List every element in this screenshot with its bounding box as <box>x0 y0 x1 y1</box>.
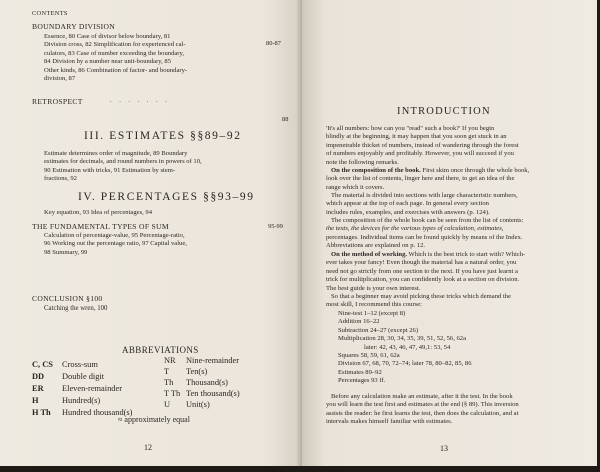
paragraph-lead: On the method of working. <box>331 251 408 258</box>
course-item: later: 42, 43, 46, 47, 49,1: 53, 54 <box>364 343 451 351</box>
text-line: which appear at the top of each page. In general every section <box>326 200 489 208</box>
text-span: Which is the best trick to start with? Which- <box>407 251 526 258</box>
abbreviation-meaning: Unit(s) <box>186 400 210 409</box>
text-line: 'It's all numbers: how can you "read" such a book?' If you begin <box>326 125 495 132</box>
abbreviation-meaning: Cross-sum <box>62 360 98 369</box>
conclusion-entry: Catching the wren, 100 <box>44 305 108 312</box>
recommended-course-list <box>338 310 472 386</box>
abbreviation-meaning: Eleven-remainder <box>62 384 122 393</box>
approx-equal-note: ≈ approximately equal <box>118 415 190 424</box>
text-line: The best guide is your own interest. <box>326 284 421 292</box>
text-line: percentages. Individual items can be found quickly by means of the Index. <box>326 233 523 241</box>
text-line: The material is divided into sections with large characteristic numbers, <box>331 192 518 199</box>
text-line: most skill, I recommend this course: <box>326 301 422 309</box>
abbreviation-meaning: Ten thousand(s) <box>186 389 240 398</box>
paragraph-estimate <box>326 393 519 427</box>
page-number: 12 <box>144 443 152 452</box>
course-item: Squares 58, 59, 61, 62a <box>338 352 400 360</box>
text-line: includes rules, examples, and exercises with answers (p. 124). <box>326 208 490 216</box>
toc-line: 98 Summary, 99 <box>44 248 88 256</box>
paragraph-sections <box>326 192 518 217</box>
retrospect-title: RETROSPECT <box>32 97 83 106</box>
page-number: 13 <box>440 444 448 453</box>
estimates-entries <box>44 150 202 184</box>
abbreviation-code: T <box>164 367 170 376</box>
abbreviation-code: C, CS <box>32 360 53 369</box>
toc-line: Calculation of percentage-value, 95 Percentage-ratio, <box>44 232 185 239</box>
toc-line: Estimate determines order of magnitude, 89 Boundary <box>44 150 188 157</box>
toc-line: estimates for decimals, and round numbers in powers of 10, <box>44 158 202 166</box>
text-line: you will learn the test first and estimates at the end (§ 89). This inversion <box>326 401 519 409</box>
percentages-entries <box>44 209 152 217</box>
paragraph-lead: On the composition of the book. <box>331 167 421 174</box>
abbreviations-heading: ABBREVIATIONS <box>122 345 199 355</box>
abbreviation-meaning: Thousand(s) <box>186 378 228 387</box>
text-line: impenetrable thicket of numbers, instead of wandering through the forest <box>326 141 519 149</box>
abbreviation-meaning: Ten(s) <box>186 367 208 376</box>
types-of-sum-entries <box>44 232 187 257</box>
toc-line: 84 Division by a number near unit-boundary, 85 <box>44 58 172 66</box>
toc-line: Division cross, 82 Simplification for experienced cal- <box>44 41 186 49</box>
text-line <box>326 167 529 175</box>
text-line: Abbreviations are explained on p. 12. <box>326 242 426 250</box>
right-page <box>302 0 597 466</box>
paragraph-course <box>326 293 511 310</box>
course-item: Nine-test 1–12 (except 8) <box>338 310 406 317</box>
course-item: Percentages 93 ff. <box>338 377 386 385</box>
boundary-division-title: BOUNDARY DIVISION <box>32 22 116 31</box>
text-line: blindly at the beginning, it may happen that you soon get stuck in an <box>326 133 507 141</box>
text-line: So that a beginner may avoid picking these tricks which demand the <box>331 293 511 300</box>
types-of-sum-pages: 95-99 <box>268 223 283 230</box>
abbreviation-code: DD <box>32 372 45 381</box>
toc-line: Other kinds, 86 Combination of factor- and boundary- <box>44 66 188 74</box>
text-line: Before any calculation make an estimate, after it the test. In the book <box>331 393 513 400</box>
text-line: The composition of the whole book can be seen from the list of contents: <box>331 217 524 224</box>
paragraph-contents <box>326 217 523 251</box>
abbreviation-meaning: Hundred thousand(s) <box>62 408 133 417</box>
toc-line: division, 87 <box>44 75 76 83</box>
text-line: of numbers enjoyably and profitably. However, you will succeed if you <box>326 150 514 158</box>
text-line: ever takes your fancy! Even though the material has a natural order, you <box>326 259 517 267</box>
abbreviation-code: NR <box>164 356 176 365</box>
course-item: Multiplication 28, 30, 34, 35, 39, 51, 52, 56, 62a <box>338 335 467 343</box>
toc-line: Key equation, 93 Idea of percentages, 94 <box>44 209 153 216</box>
toc-line: 90 Estimation with tricks, 91 Estimation by stem- <box>44 166 176 174</box>
paragraph-intro <box>326 125 519 167</box>
text-line: assists the reader: he first learns the test, then does the calculation, and at <box>326 409 519 417</box>
text-span: First skim once through the whole book, <box>420 167 530 174</box>
course-item: Division 67, 68, 70, 72–74; later 78, 80–82, 85, 86 <box>338 360 472 368</box>
text-line: intervals makes himself familiar with estimates. <box>326 418 453 426</box>
abbreviation-meaning: Double digit <box>62 372 105 381</box>
course-item: Addition 16–22 <box>338 318 380 326</box>
text-line: range which it covers. <box>326 183 385 191</box>
text-line: trick for multiplication, you can confidently look at a section on division. <box>326 276 520 284</box>
text-line: note the following remarks. <box>326 158 399 166</box>
abbreviation-meaning: Hundred(s) <box>62 396 101 405</box>
course-item: Estimates 89–92 <box>338 368 382 376</box>
abbreviation-meaning: Nine-remainder <box>186 356 240 365</box>
abbreviation-code: H Th <box>32 408 51 417</box>
retrospect-page: 88 <box>282 116 289 123</box>
paragraph-composition <box>326 167 529 192</box>
percentages-heading: IV. PERCENTAGES §§93–99 <box>78 191 255 203</box>
leader-dots: . . . . . . . <box>110 97 170 104</box>
text-line: need not go strictly from one section to the next. If you have just learnt a <box>326 267 518 275</box>
toc-line: fractions, 92 <box>44 175 77 183</box>
abbreviation-code: U <box>164 400 171 409</box>
toc-line: culators, 83 Case of number exceeding the boundary, <box>44 49 185 57</box>
running-head: CONTENTS <box>32 10 68 17</box>
abbreviation-code: T Th <box>164 389 181 398</box>
chapter-title: INTRODUCTION <box>397 106 491 117</box>
estimates-heading: III. ESTIMATES §§89–92 <box>84 130 242 142</box>
text-line: look over the list of contents, linger here and there, to get an idea of the <box>326 175 515 183</box>
boundary-division-pages: 80-87 <box>266 40 281 47</box>
types-of-sum-title: THE FUNDAMENTAL TYPES OF SUM <box>32 222 169 231</box>
abbreviation-code: Th <box>164 378 174 387</box>
left-page <box>0 0 302 466</box>
text-line <box>326 251 525 259</box>
text-line: the texts, the devices for the various types of calculation, estimates, <box>326 225 504 233</box>
course-item: Subtraction 24–27 (except 26) <box>338 326 419 334</box>
boundary-division-entries <box>44 33 187 83</box>
toc-line: 96 Working out the percentage ratio, 97 Capital value, <box>44 240 187 248</box>
toc-line: Essence, 80 Case of divisor below boundary, 81 <box>44 33 171 40</box>
abbreviation-code: ER <box>32 384 44 393</box>
abbreviation-code: H <box>32 396 39 405</box>
paragraph-method <box>326 251 525 293</box>
conclusion-title: CONCLUSION §100 <box>32 294 103 303</box>
